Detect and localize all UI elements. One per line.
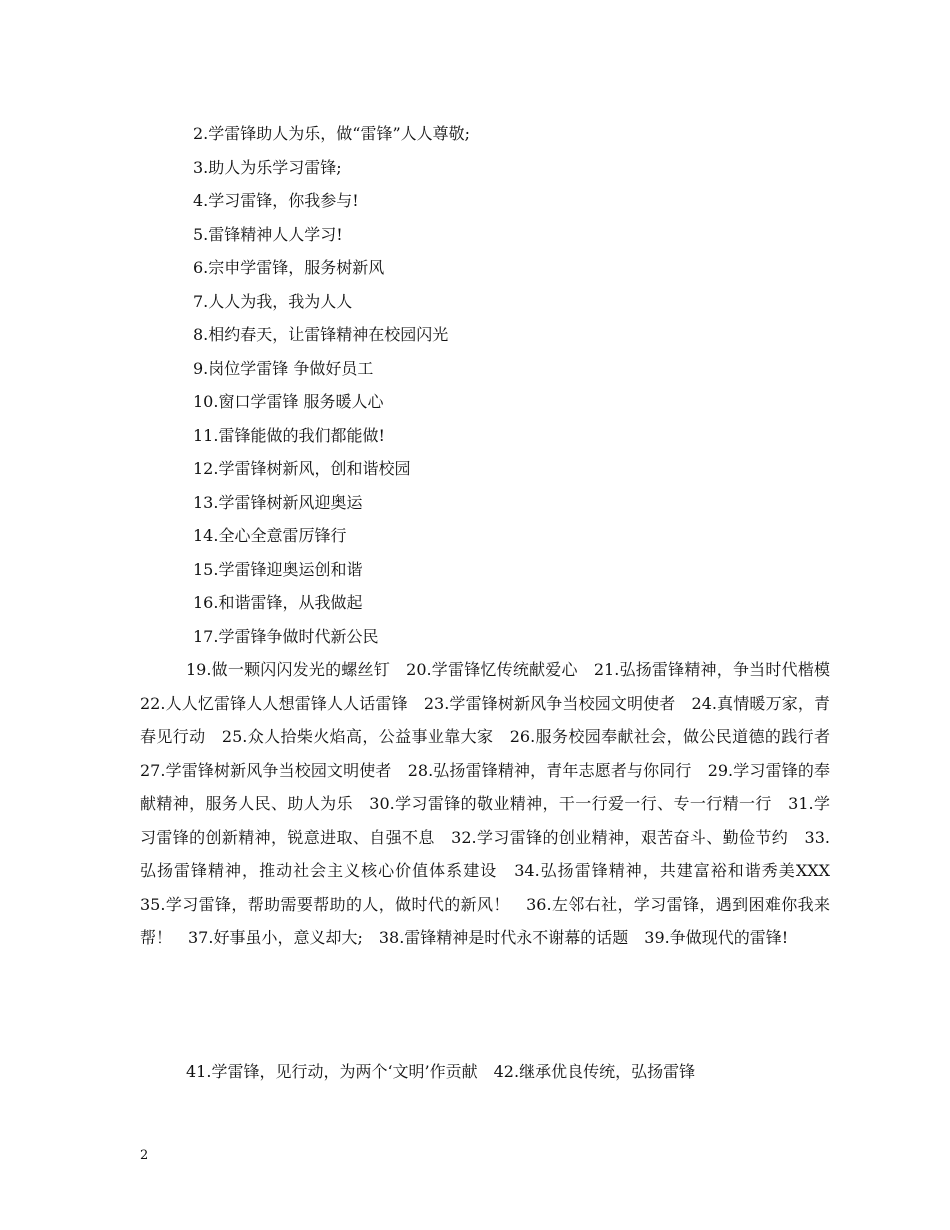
list-item: 8.相约春天，让雷锋精神在校园闪光	[193, 325, 449, 344]
list-item: 9.岗位学雷锋 争做好员工	[193, 358, 374, 378]
slogan-paragraph: 19.做一颗闪闪发光的螺丝钉 20.学雷锋忆传统献爱心 21.弘扬雷锋精神，争当时代楷模 22.人人忆雷锋人人想雷锋人人话雷锋 23.学雷锋树新风争当校园文明使者 24.真情暖万家，青春见行动 25.众人拾柴火焰高，公益事业靠大家 26.服务校园奉献社会，做公民道德的践行者 27.学雷锋树新风争当校园文明使者 28.弘扬雷锋精神，青年志愿者与你同行 29.学习雷锋的奉献精神，服务人民、助人为乐 30.学习雷锋的敬业精神，干一行爱一行、专一行精一行 31.学习雷锋的创新精神，锐意进取、自强不息 32.学习雷锋的创业精神，艰苦奋斗、勤俭节约 33.弘扬雷锋精神，推动社会主义核心价值体系建设 34.弘扬雷锋精神，共建富裕和谐秀美XXX 35.学习雷锋，帮助需要帮助的人，做时代的新风！ 36.左邻右社，学习雷锋，遇到困难你我来帮！ 37.好事虽小，意义却大; 38.雷锋精神是时代永不谢幕的话题 39.争做现代的雷锋!	[140, 660, 847, 947]
list-item: 12.学雷锋树新风，创和谐校园	[193, 459, 411, 478]
list-item: 10.窗口学雷锋 服务暖人心	[193, 392, 384, 411]
list-item: 17.学雷锋争做时代新公民	[193, 626, 379, 646]
list-item: 5.雷锋精神人人学习!	[193, 224, 343, 244]
list-item: 14.全心全意雷厉锋行	[193, 526, 347, 545]
list-item: 11.雷锋能做的我们都能做!	[193, 425, 385, 445]
slogan-paragraph: 41.学雷锋，见行动，为两个‘文明’作贡献 42.继承优良传统，弘扬雷锋	[186, 1062, 696, 1081]
list-item: 6.宗申学雷锋，服务树新风	[193, 258, 385, 277]
list-item: 13.学雷锋树新风迎奥运	[193, 492, 363, 512]
list-item: 4.学习雷锋，你我参与!	[193, 191, 359, 210]
list-item: 15.学雷锋迎奥运创和谐	[193, 559, 363, 579]
list-item: 16.和谐雷锋，从我做起	[193, 593, 363, 612]
list-item: 7.人人为我，我为人人	[193, 291, 353, 311]
slogan-list	[193, 117, 833, 653]
list-item: 2.学雷锋助人为乐，做“雷锋”人人尊敬;	[193, 124, 471, 143]
list-item: 3.助人为乐学习雷锋;	[193, 157, 342, 177]
page-number: 2	[140, 1148, 149, 1163]
